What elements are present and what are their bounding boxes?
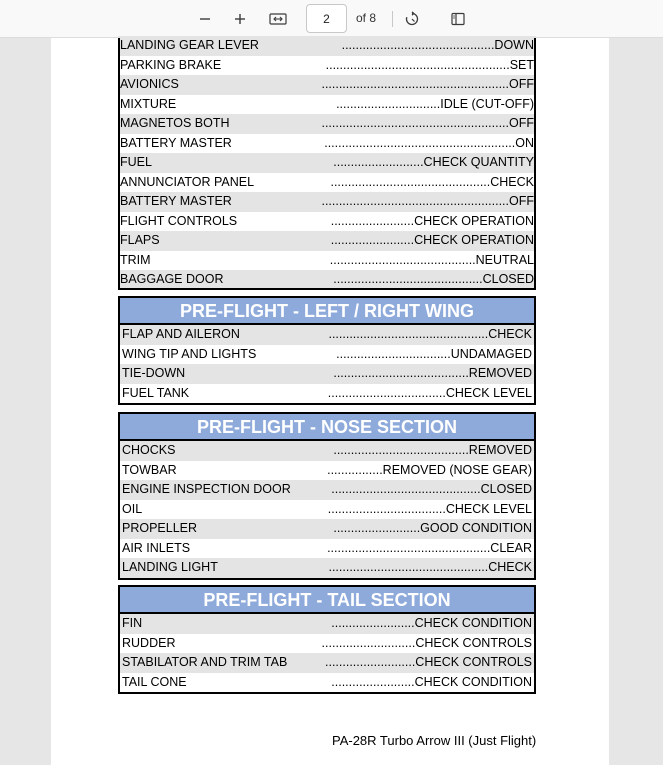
checklist-value: ..........................................NEUTRAL <box>329 252 534 267</box>
checklist-value: ..................................CHECK LEVEL <box>327 501 532 516</box>
checklist-row <box>118 36 536 56</box>
checklist-row <box>120 539 534 559</box>
checklist-row <box>118 270 536 290</box>
fit-width-icon <box>269 12 287 26</box>
checklist-row <box>118 192 536 212</box>
checklist-row <box>118 75 536 95</box>
checklist-value: ......................................................OFF <box>321 194 534 208</box>
checklist-value: ......................................................OFF <box>321 116 534 130</box>
checklist-value: ..........................CHECK CONTROLS <box>325 655 532 669</box>
page-view-button[interactable] <box>446 7 470 31</box>
checklist-value: ..............................IDLE (CUT-OFF) <box>336 96 534 111</box>
checklist-row <box>120 345 534 365</box>
checklist-item: PROPELLER <box>122 521 198 535</box>
checklist-value: ...........................................CLOSED <box>333 272 534 286</box>
checklist-row <box>120 634 534 654</box>
zoom-out-button[interactable] <box>193 7 217 31</box>
pdf-toolbar <box>0 0 663 38</box>
page-view-icon <box>450 11 466 27</box>
checklist-value: .......................................REMOVED <box>333 366 532 380</box>
checklist-row <box>118 134 536 154</box>
preflight-wing-section <box>118 296 536 405</box>
checklist-row <box>120 673 534 693</box>
checklist-row <box>120 384 534 404</box>
checklist-value: ..............................................CHECK <box>330 174 534 189</box>
checklist-item: FIN <box>122 616 143 630</box>
preflight-nose-section <box>118 412 536 580</box>
section-border-left <box>118 38 120 290</box>
checklist-value: .......................................................ON <box>324 135 534 150</box>
section-border-bottom <box>118 288 536 290</box>
checklist-row <box>118 173 536 193</box>
checklist-item: FLAPS <box>120 233 160 247</box>
checklist-value: ........................CHECK CONDITION <box>331 674 532 689</box>
zoom-in-button[interactable] <box>228 7 252 31</box>
fit-to-width-button[interactable] <box>266 7 290 31</box>
checklist-value: .......................................REMOVED <box>333 443 532 457</box>
checklist-value: .................................UNDAMAGED <box>336 346 532 361</box>
checklist-item: FUEL <box>120 155 152 169</box>
toolbar-divider <box>392 11 393 27</box>
checklist-value: ........................CHECK OPERATION <box>330 213 534 228</box>
checklist-item: FLIGHT CONTROLS <box>120 213 238 228</box>
rotate-icon <box>404 11 420 27</box>
checklist-item: TIE-DOWN <box>122 366 186 380</box>
checklist-item: WING TIP AND LIGHTS <box>122 346 257 361</box>
checklist-before-start-section <box>118 36 536 290</box>
minus-icon <box>198 12 212 26</box>
checklist-value: ........................CHECK OPERATION <box>330 233 534 247</box>
checklist-value: ......................................................OFF <box>321 77 534 91</box>
checklist-item: FLAP AND AILERON <box>122 327 240 341</box>
checklist-item: RUDDER <box>122 635 176 650</box>
page-number-input[interactable] <box>306 4 347 33</box>
plus-icon <box>233 12 247 26</box>
checklist-item: ANNUNCIATOR PANEL <box>120 174 255 189</box>
section-title: PRE-FLIGHT - TAIL SECTION <box>120 587 534 614</box>
checklist-item: BAGGAGE DOOR <box>120 272 224 286</box>
checklist-value: .........................GOOD CONDITION <box>333 521 532 535</box>
checklist-row <box>118 212 536 232</box>
checklist-row <box>120 519 534 539</box>
checklist-item: LANDING LIGHT <box>122 560 218 574</box>
checklist-row <box>120 480 534 500</box>
checklist-value: ..................................CHECK LEVEL <box>327 385 532 400</box>
section-title: PRE-FLIGHT - LEFT / RIGHT WING <box>120 298 534 325</box>
checklist-row <box>120 325 534 345</box>
checklist-item: AVIONICS <box>120 77 179 91</box>
section-title: PRE-FLIGHT - NOSE SECTION <box>120 414 534 441</box>
section-border-right <box>534 38 536 290</box>
checklist-value: ........................CHECK CONDITION <box>331 616 532 630</box>
checklist-value: ..............................................CHECK <box>328 560 532 574</box>
checklist-value: ...........................CHECK CONTROLS <box>321 635 532 650</box>
checklist-row <box>118 251 536 271</box>
checklist-row <box>118 95 536 115</box>
checklist-row <box>118 56 536 76</box>
checklist-row <box>120 614 534 634</box>
checklist-row <box>120 461 534 481</box>
checklist-item: TRIM <box>120 252 151 267</box>
checklist-row <box>120 364 534 384</box>
checklist-item: FUEL TANK <box>122 385 190 400</box>
checklist-item: PARKING BRAKE <box>120 57 222 72</box>
checklist-item: OIL <box>122 501 143 516</box>
page-footer: PA-28R Turbo Arrow III (Just Flight) <box>332 733 537 748</box>
checklist-row <box>120 441 534 461</box>
checklist-value: .....................................................SET <box>325 57 534 72</box>
checklist-row <box>118 231 536 251</box>
checklist-item: BATTERY MASTER <box>120 194 232 208</box>
checklist-value: ...........................................CLOSED <box>331 482 532 496</box>
checklist-item: TOWBAR <box>122 462 177 477</box>
checklist-value: ................REMOVED (NOSE GEAR) <box>327 462 532 477</box>
page-count-label: of 8 <box>356 11 377 25</box>
checklist-value: ............................................DOWN <box>341 38 534 52</box>
checklist-row <box>120 558 534 578</box>
checklist-value: ..............................................CHECK <box>328 327 532 341</box>
checklist-value: ...............................................CLEAR <box>327 540 532 555</box>
checklist-item: TAIL CONE <box>122 674 187 689</box>
checklist-row <box>118 153 536 173</box>
checklist-item: AIR INLETS <box>122 540 191 555</box>
rotate-button[interactable] <box>400 7 424 31</box>
checklist-value: ..........................CHECK QUANTITY <box>333 155 534 169</box>
checklist-item: LANDING GEAR LEVER <box>120 38 259 52</box>
checklist-row <box>120 500 534 520</box>
checklist-row <box>120 653 534 673</box>
checklist-row <box>118 114 536 134</box>
checklist-item: MIXTURE <box>120 96 177 111</box>
checklist-item: MAGNETOS BOTH <box>120 116 230 130</box>
checklist-item: ENGINE INSPECTION DOOR <box>122 482 291 496</box>
checklist-item: CHOCKS <box>122 443 176 457</box>
checklist-item: STABILATOR AND TRIM TAB <box>122 655 288 669</box>
preflight-tail-section <box>118 585 536 694</box>
checklist-item: BATTERY MASTER <box>120 135 232 150</box>
